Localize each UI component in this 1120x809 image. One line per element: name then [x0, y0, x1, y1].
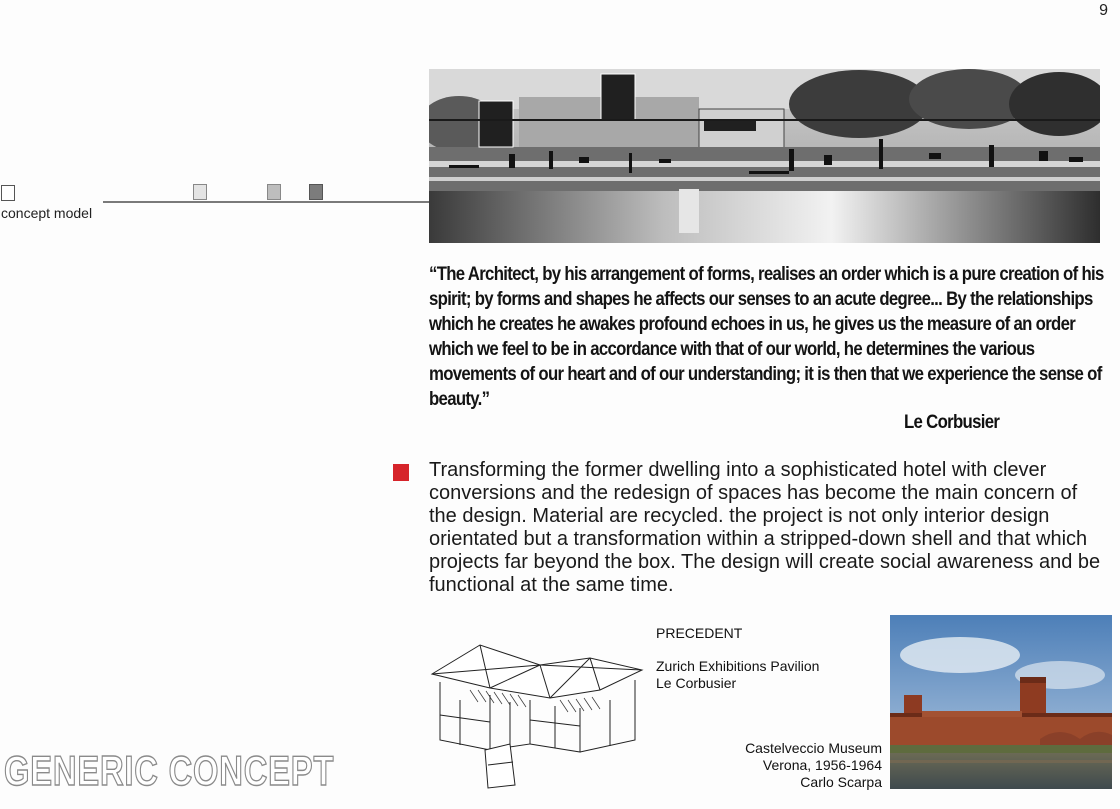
- timeline-marker-white: [1, 185, 15, 201]
- zurich-name: Zurich Exhibitions Pavilion: [656, 658, 820, 674]
- zurich-architect: Le Corbusier: [656, 675, 737, 691]
- zurich-pavilion-sketch: [430, 640, 645, 790]
- concept-model-label: concept model: [1, 205, 93, 221]
- quote-author: Le Corbusier: [904, 411, 1000, 433]
- castelvecchio-place: Verona, 1956-1964: [762, 757, 882, 773]
- castelvecchio-architect: Carlo Scarpa: [800, 774, 882, 790]
- timeline-line: [103, 201, 430, 203]
- design-description: Transforming the former dwelling into a sophisticated hotel with clever conversions and the redesign of spaces has become the main concern of the design. Material are recycled. the project is not only interior design orientated but a transformation within a stripped-down shell and that which projects far beyond the box. The design will create social awareness and be functional at the same time.: [429, 459, 1101, 596]
- concept-collage-image: [429, 69, 1100, 243]
- page-number: 9: [1099, 2, 1108, 19]
- timeline-marker-light: [193, 184, 207, 200]
- castelvecchio-name: Castelveccio Museum: [745, 740, 882, 756]
- precedent-heading: PRECEDENT: [656, 625, 743, 641]
- timeline-marker-mid: [267, 184, 281, 200]
- castelvecchio-caption: [700, 740, 882, 791]
- red-bullet-icon: [393, 464, 409, 481]
- corbusier-quote: “The Architect, by his arrangement of forms, realises an order which is a pure creation of his spirit; by forms and shapes he affects our senses to an acute degree... By the relationships which he creates he awakes profound echoes in us, he gives us the measure of an order which we feel to be in accordance with that of our world, he determines the various movements of our heart and of our understanding; it is then that we experience the sense of beauty.”: [429, 263, 1104, 410]
- zurich-caption: [656, 658, 819, 692]
- generic-concept-title: GENERIC CONCEPT: [4, 747, 335, 794]
- castelvecchio-photo: [890, 615, 1112, 789]
- timeline-marker-dark: [309, 184, 323, 200]
